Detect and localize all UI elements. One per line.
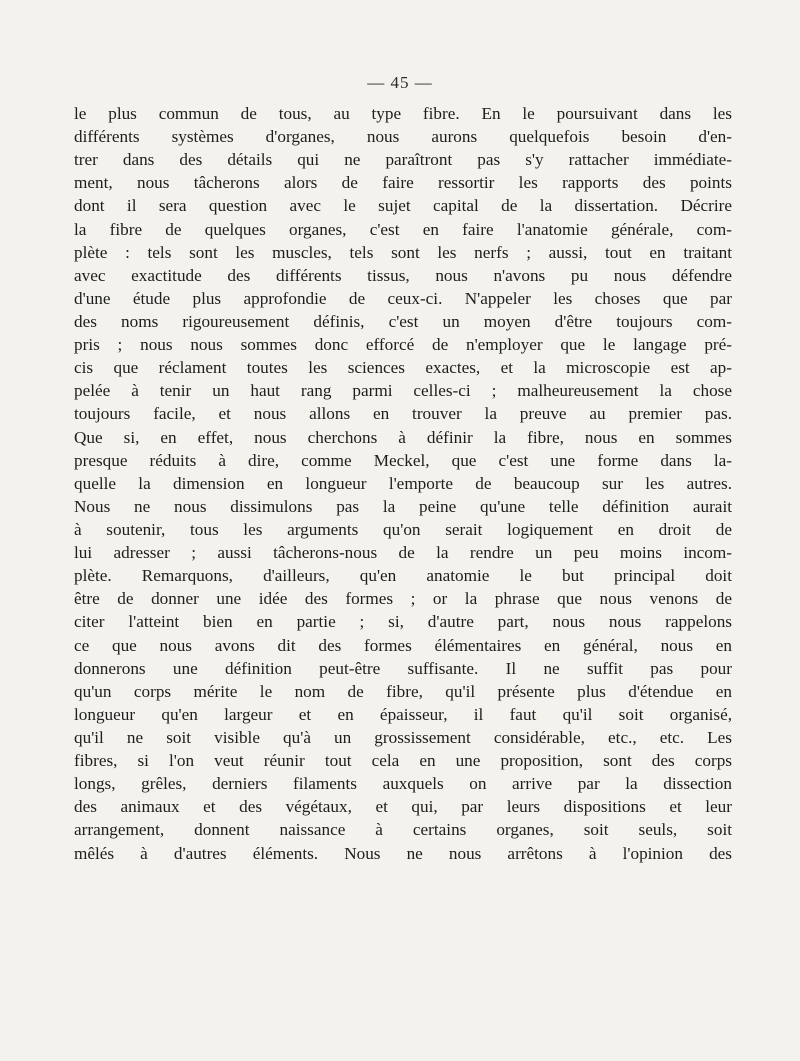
- text-line: différents systèmes d'organes, nous aurons quelquefois besoin d'en-: [74, 127, 732, 147]
- text-line: plète : tels sont les muscles, tels sont les nerfs ; aussi, tout en traitant: [74, 242, 732, 262]
- text-line: toujours facile, et nous allons en trouver la preuve au premier pas.: [74, 404, 732, 424]
- text-line: donnerons une définition peut-être suffisante. Il ne suffit pas pour: [74, 658, 732, 678]
- text-line: longueur qu'en largeur et en épaisseur, il faut qu'il soit organisé,: [74, 704, 732, 724]
- text-line: le plus commun de tous, au type fibre. En le poursuivant dans les: [74, 104, 732, 123]
- text-line: avec exactitude des différents tissus, nous n'avons pu nous défendre: [74, 265, 732, 285]
- page-number: — 45 —: [367, 73, 433, 92]
- text-line: mêlés à d'autres éléments. Nous ne nous arrêtons à l'opinion des: [74, 843, 732, 863]
- text-line: ment, nous tâcherons alors de faire ressortir les rapports des points: [74, 173, 732, 193]
- text-line: dont il sera question avec le sujet capital de la dissertation. Décrire: [74, 196, 732, 216]
- text-line: presque réduits à dire, comme Meckel, que c'est une forme dans la-: [74, 450, 732, 470]
- text-line: trer dans des détails qui ne paraîtront pas s'y rattacher immédiate-: [74, 150, 732, 170]
- text-line: d'une étude plus approfondie de ceux-ci. N'appeler les choses que par: [74, 288, 732, 308]
- text-line: pris ; nous nous sommes donc efforcé de n'employer que le langage pré-: [74, 335, 732, 355]
- text-line: à soutenir, tous les arguments qu'on serait logiquement en droit de: [74, 519, 732, 539]
- text-line: être de donner une idée des formes ; or la phrase que nous venons de: [74, 589, 732, 609]
- text-line: lui adresser ; aussi tâcherons-nous de la rendre un peu moins incom-: [74, 543, 732, 563]
- text-line: plète. Remarquons, d'ailleurs, qu'en anatomie le but principal doit: [74, 566, 732, 586]
- text-line: fibres, si l'on veut réunir tout cela en une proposition, sont des corps: [74, 751, 732, 771]
- text-line: qu'un corps mérite le nom de fibre, qu'il présente plus d'étendue en: [74, 681, 732, 701]
- text-line: citer l'atteint bien en partie ; si, d'autre part, nous nous rappelons: [74, 612, 732, 632]
- text-line: Que si, en effet, nous cherchons à définir la fibre, nous en sommes: [74, 427, 732, 447]
- text-line: qu'il ne soit visible qu'à un grossissement considérable, etc., etc. Les: [74, 727, 732, 747]
- text-line: arrangement, donnent naissance à certains organes, soit seuls, soit: [74, 820, 732, 840]
- body-text: [74, 102, 732, 865]
- text-line: des noms rigoureusement définis, c'est un moyen d'être toujours com-: [74, 311, 732, 331]
- text-line: pelée à tenir un haut rang parmi celles-ci ; malheureusement la chose: [74, 381, 732, 401]
- text-line: la fibre de quelques organes, c'est en faire l'anatomie générale, com-: [74, 219, 732, 239]
- text-line: Nous ne nous dissimulons pas la peine qu'une telle définition aurait: [74, 496, 732, 516]
- text-line: cis que réclament toutes les sciences exactes, et la microscopie est ap-: [74, 358, 732, 378]
- text-line: longs, grêles, derniers filaments auxquels on arrive par la dissection: [74, 774, 732, 794]
- text-line: des animaux et des végétaux, et qui, par leurs dispositions et leur: [74, 797, 732, 817]
- text-line: ce que nous avons dit des formes élémentaires en général, nous en: [74, 635, 732, 655]
- text-line: quelle la dimension en longueur l'emporte de beaucoup sur les autres.: [74, 473, 732, 493]
